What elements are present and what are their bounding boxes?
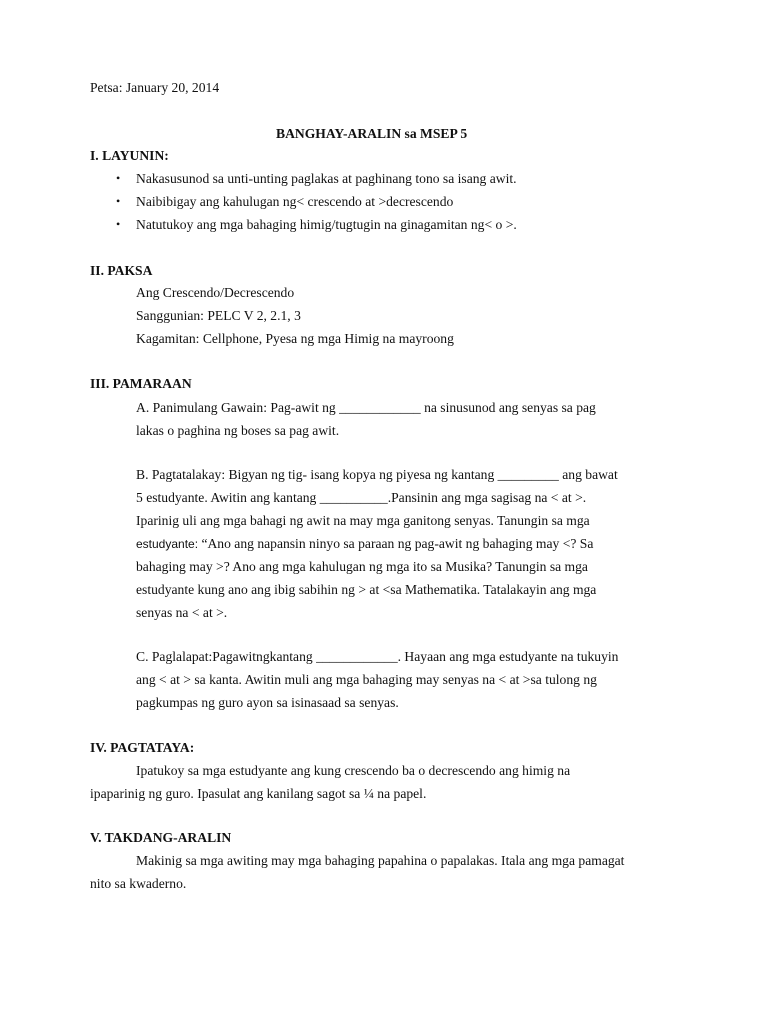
pamaraan-c-line: ang < at > sa kanta. Awitin muli ang mga bahaging may senyas na < at >sa tulong ng [136, 672, 597, 687]
paksa-kagamitan: Kagamitan: Cellphone, Pyesa ng mga Himig na mayroong [136, 331, 454, 346]
section-heading-takdang-aralin: V. TAKDANG-ARALIN [90, 830, 232, 845]
pamaraan-b-question: “Ano ang napansin ninyo sa paraan ng pag-awit ng bahaging may <? Sa [198, 536, 594, 551]
pamaraan-b-line: 5 estudyante. Awitin ang kantang __________.Pansinin ang mga sagisag na < at >. [136, 490, 587, 505]
objective-item: Natutukoy ang mga bahaging himig/tugtugin na ginagamitan ng< o >. [136, 217, 517, 232]
objective-item: Nakasusunod sa unti-unting paglakas at paghinang tono sa isang awit. [136, 171, 517, 186]
pamaraan-c-line: pagkumpas ng guro ayon sa isinasaad sa senyas. [136, 695, 399, 710]
section-heading-pagtataya: IV. PAGTATAYA: [90, 740, 195, 755]
section-heading-paksa: II. PAKSA [90, 263, 153, 278]
takdang-aralin-line: Makinig sa mga awiting may mga bahaging papahina o papalakas. Itala ang mga pamagat [136, 853, 625, 868]
pagtataya-line: ipaparinig ng guro. Ipasulat ang kanilang sagot sa ¼ na papel. [90, 786, 427, 801]
pamaraan-a-line: lakas o paghina ng boses sa pag awit. [136, 423, 340, 438]
objective-item: Naibibigay ang kahulugan ng< crescendo at >decrescendo [136, 194, 454, 209]
section-heading-pamaraan: III. PAMARAAN [90, 376, 192, 391]
paksa-topic: Ang Crescendo/Decrescendo [136, 285, 295, 300]
pamaraan-a-line: A. Panimulang Gawain: Pag-awit ng ____________ na sinusunod ang senyas sa pag [136, 400, 596, 415]
pamaraan-b-line: senyas na < at >. [136, 605, 228, 620]
paksa-sanggunian: Sanggunian: PELC V 2, 2.1, 3 [136, 308, 301, 323]
pamaraan-c-line: C. Paglalapat:Pagawitngkantang ____________. Hayaan ang mga estudyante na tukuyin [136, 649, 619, 664]
date-line: Petsa: January 20, 2014 [90, 80, 220, 95]
document-title: BANGHAY-ARALIN sa MSEP 5 [276, 126, 468, 141]
pagtataya-line: Ipatukoy sa mga estudyante ang kung crescendo ba o decrescendo ang himig na [136, 763, 571, 778]
pamaraan-b-line: Iparinig uli ang mga bahagi ng awit na may mga ganitong senyas. Tanungin sa mga [136, 513, 590, 528]
pamaraan-b-line [136, 535, 593, 553]
bullet-icon: • [116, 217, 121, 231]
section-heading-layunin: I. LAYUNIN: [90, 148, 169, 163]
bullet-icon: • [116, 194, 121, 208]
pamaraan-b-line: estudyante kung ano ang ibig sabihin ng > at <sa Mathematika. Tatalakayin ang mga [136, 582, 597, 597]
pamaraan-b-line: B. Pagtatalakay: Bigyan ng tig- isang kopya ng piyesa ng kantang _________ ang bawat [136, 467, 618, 482]
pamaraan-b-estudyante-word: estudyante: [136, 537, 199, 551]
pamaraan-b-line: bahaging may >? Ano ang mga kahulugan ng mga ito sa Musika? Tanungin sa mga [136, 559, 588, 574]
bullet-icon: • [116, 171, 121, 185]
takdang-aralin-line: nito sa kwaderno. [90, 876, 187, 891]
